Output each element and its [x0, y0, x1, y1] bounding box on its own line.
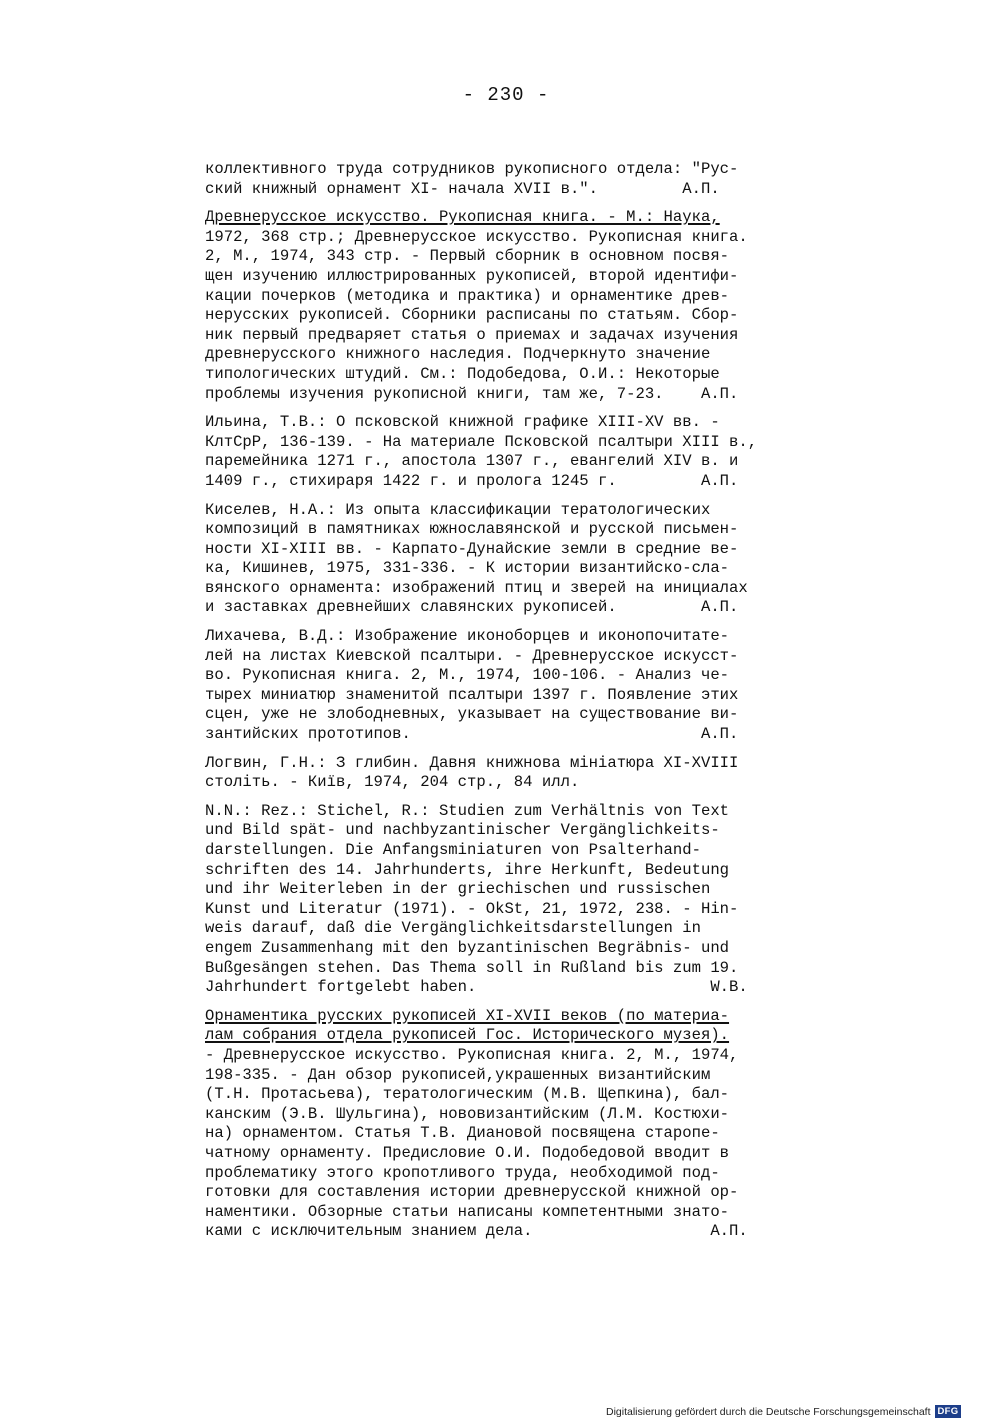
dfg-logo: DFG — [935, 1405, 962, 1418]
text-line: коллективного труда сотрудников рукописного отдела: "Рус- — [205, 160, 739, 178]
text-line: наментики. Обзорные статьи написаны компетентными знато- — [205, 1202, 730, 1221]
text-line: во. Рукописная книга. 2, М., 1974, 100-106. - Анализ че- — [205, 666, 730, 685]
text-line: (Т.Н. Протасьева), тератологическим (М.В. Щепкина), бал- — [205, 1085, 730, 1104]
text-line: древнерусского книжного наследия. Подчеркнуто значение — [205, 345, 711, 364]
bibliography-entry — [205, 160, 895, 199]
bibliography-entry — [205, 754, 895, 793]
entry-heading-line: Лихачева, В.Д.: Изображение иконоборцев и иконопочитате- — [205, 627, 730, 646]
text-line: 1409 г., стихираря 1422 г. и пролога 1245 г. А.П. — [205, 471, 739, 490]
text-line: Kunst und Literatur (1971). - OkSt, 21, 1972, 238. - Hin- — [205, 899, 739, 918]
text-line: ка, Кишинев, 1975, 331-336. - К истории византийско-сла- — [205, 559, 730, 578]
text-line: проблемы изучения рукописной книги, там же, 7-23. А.П. — [205, 384, 739, 403]
footer-text: Digitalisierung gefördert durch die Deutsche Forschungsgemeinschaft — [606, 1405, 931, 1418]
text-line: engem Zusammenhang mit den byzantinischen Begräbnis- und — [205, 938, 730, 957]
text-line: и заставках древнейших славянских рукописей. А.П. — [205, 598, 739, 617]
text-line: композиций в памятниках южнославянской и русской письмен- — [205, 520, 739, 539]
text-line: und ihr Weiterleben in der griechischen und russischen — [205, 880, 711, 899]
bibliography-entry — [205, 802, 895, 998]
entry-heading-line: Ильина, Т.В.: О псковской книжной графике XIII-XV вв. - — [205, 413, 720, 432]
text-line: паремейника 1271 г., апостола 1307 г., евангелий XIV в. и — [205, 452, 739, 471]
entry-heading-line: Орнаментика русских рукописей XI-XVII веков (по материа- — [205, 1006, 730, 1025]
entry-heading-line: лам собрания отдела рукописей Гос. Исторического музея). — [205, 1026, 730, 1045]
entry-heading-line: N.N.: Rez.: Stichel, R.: Studien zum Verhältnis von Text — [205, 801, 730, 820]
text-line: ский книжный орнамент XI- начала XVII в.". А.П. — [205, 179, 720, 198]
text-line: канским (Э.В. Шульгина), нововизантийским (Л.М. Костюхи- — [205, 1104, 730, 1123]
text-line: тырех миниатюр знаменитой псалтыри 1397 г. Появление этих — [205, 685, 739, 704]
text-line: - Древнерусское искусство. Рукописная книга. 2, М., 1974, — [205, 1045, 739, 1064]
text-line: кации почерков (методика и практика) и орнаментике древ- — [205, 286, 730, 305]
bibliography-entry — [205, 501, 895, 619]
text-line: чатному орнаменту. Предисловие О.И. Подобедовой вводит в — [205, 1143, 730, 1162]
text-line: лей на листах Киевской псалтыри. - Древнерусское искусст- — [205, 646, 739, 665]
text-line: 198-335. - Дан обзор рукописей,украшенных византийским — [205, 1065, 711, 1084]
text-line: готовки для составления истории древнерусской книжной ор- — [205, 1183, 739, 1202]
text-line: 2, М., 1974, 343 стр. - Первый сборник в основном посвя- — [205, 247, 730, 266]
entry-heading-line: Киселев, Н.А.: Из опыта классификации тератологических — [205, 500, 711, 519]
text-line: проблематику этого кропотливого труда, необходимой под- — [205, 1163, 720, 1182]
entry-heading-line: Древнерусское искусство. Рукописная книга. - М.: Наука, — [205, 208, 720, 227]
text-line: століть. - Київ, 1974, 204 стр., 84 илл. — [205, 773, 580, 792]
text-line: ности XI-XIII вв. - Карпато-Дунайские земли в средние ве- — [205, 539, 739, 558]
bibliography-entry — [205, 627, 895, 745]
text-line: ками с исключительным знанием дела. А.П. — [205, 1222, 748, 1241]
text-line: ник первый предваряет статья о приемах и задачах изучения — [205, 325, 739, 344]
text-line: сцен, уже не злободневных, указывает на существование ви- — [205, 705, 739, 724]
text-line: und Bild spät- und nachbyzantinischer Vergänglichkeits- — [205, 821, 720, 840]
text-line: schriften des 14. Jahrhunderts, ihre Herkunft, Bedeutung — [205, 860, 730, 879]
page-number: - 230 - — [462, 84, 550, 106]
text-line: darstellungen. Die Anfangsminiaturen von Psalterhand- — [205, 841, 701, 859]
bibliography-entry — [205, 1007, 895, 1242]
text-line: нерусских рукописей. Сборники расписаны по статьям. Сбор- — [205, 306, 739, 325]
entry-heading-line: Логвин, Г.Н.: З глибин. Давня книжнова мініатюра XI-XVIII — [205, 753, 739, 772]
text-line: зантийских прототипов. А.П. — [205, 725, 739, 744]
text-line: КлтСрР, 136-139. - На материале Псковской псалтыри XIII в., — [205, 432, 758, 451]
text-line: Jahrhundert fortgelebt haben. W.B. — [205, 978, 748, 997]
text-line: типологических штудий. См.: Подобедова, О.И.: Некоторые — [205, 364, 720, 383]
text-line: 1972, 368 стр.; Древнерусское искусство. Рукописная книга. — [205, 227, 748, 246]
text-line: щен изучению иллюстрированных рукописей, второй идентифи- — [205, 266, 739, 285]
text-line: вянского орнамента: изображений птиц и зверей на инициалах — [205, 578, 748, 597]
bibliography-entry — [205, 413, 895, 491]
text-line: на) орнаментом. Статья Т.В. Диановой посвящена старопе- — [205, 1124, 720, 1143]
digitization-footer — [606, 1402, 1000, 1421]
bibliography-entry — [205, 208, 895, 404]
text-line: weis darauf, daß die Vergänglichkeitsdarstellungen in — [205, 919, 701, 938]
text-line: Bußgesängen stehen. Das Thema soll in Rußland bis zum 19. — [205, 958, 739, 977]
bibliography-entries — [205, 160, 895, 1251]
